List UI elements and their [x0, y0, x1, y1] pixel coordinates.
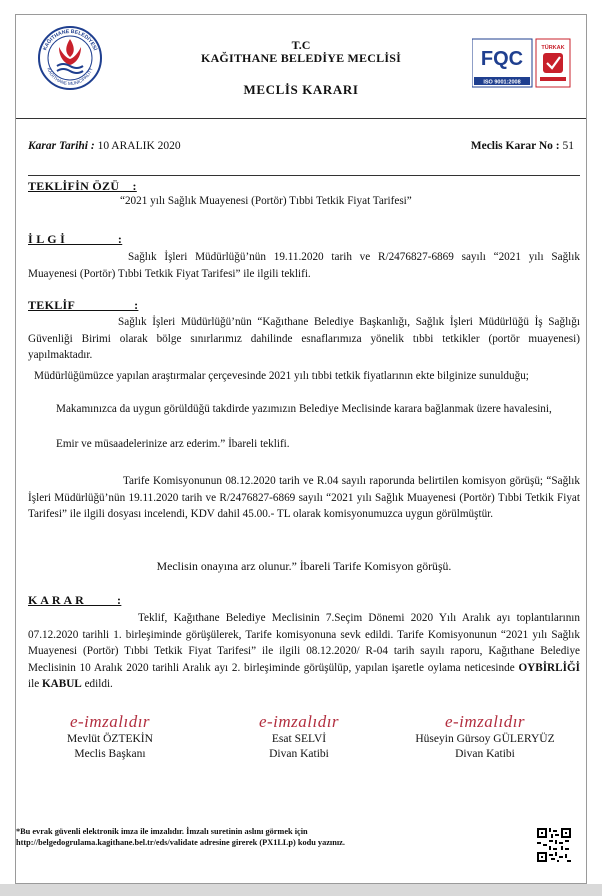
- ilgi-text: Sağlık İşleri Müdürlüğü’nün 19.11.2020 tarih ve R/2476827-6869 sayılı “2021 yılı Sağlık Muayenesi (Portör) Tıbbi Tetkik Fiyat Tarifesi” ile ilgili teklifi.: [28, 251, 580, 280]
- section-heading-ilgi: İ L G İ :: [28, 232, 123, 246]
- signer-name: Esat SELVİ: [271, 733, 327, 745]
- logo-text-top: KAĞITHANE BELEDİYESİ: [42, 28, 98, 52]
- teklif-paragraph-3: Makamınızca da uygun görüldüğü takdirde yazımızın Belediye Meclisinde karara bağlanmak üzere havalesini,: [56, 403, 552, 415]
- decision-date: Karar Tarihi : 10 ARALIK 2020: [28, 140, 181, 152]
- accepted-label: KABUL: [41, 678, 82, 690]
- logo-text-bottom: KAGITHANE MUNICIPALITY: [46, 66, 94, 87]
- unanimous-label: OYBİRLİĞİ: [518, 661, 581, 674]
- footer-line-1: *Bu evrak güvenli elektronik imza ile imzalıdır. İmzalı suretinin aslını görmek için: [16, 827, 308, 836]
- signer-name: Mevlüt ÖZTEKİN: [67, 733, 153, 745]
- qr-code-icon: [537, 828, 571, 862]
- header-tc: T.C: [291, 38, 311, 52]
- footer-note: [16, 826, 345, 848]
- teklif-paragraph-2: Müdürlüğümüzce yapılan araştırmalar çerçevesinde 2021 yılı tıbbi tetkik fiyatlarının ekte bilginize sunulduğu;: [34, 370, 529, 382]
- section-heading-teklif: TEKLİF :: [28, 298, 139, 312]
- header-council: KAĞITHANE BELEDİYE MECLİSİ: [201, 51, 401, 65]
- bottom-band: [0, 884, 602, 896]
- commission-paragraph-1: Tarife Komisyonunun 08.12.2020 tarih ve R.04 sayılı raporunda belirtilen komisyon görüşü; “Sağlık İşleri Müdürlüğü’nün 19.11.2020 tarih ve R/2476827-6869 sayılı “2021 yılı Sağlık Muayenesi (Portör) Tıbbi Tetkik Fiyat Tarifesi” ile ilgili dosyası incelendi, KDV dahil 45.00.- TL olarak komisyonumuzca uygun görülmüştür.: [28, 475, 580, 520]
- decision-text: Teklif, Kağıthane Belediye Meclisinin 7.Seçim Dönemi 2020 Yılı Aralık ayı toplantılarının 07.12.2020 tarihli 1. birleşiminde görüşülerek, Tarife komisyonuna sevk edildi. Tarife Komisyonunun “2021 yılı Sağlık Muayenesi (Portör) Tıbbi Tetkik Fiyat Tarifesi” ile ilgili 08.12.2020/ R-04 tarih sayılı raporu, Kağıthane Belediye Meclisinin 10 Aralık 2020 tarihli Aralık ayı 2. birleşiminde görüşülüp, yapılan işaretle oylama neticesinde OYBİRLİĞİ ile KABUL edildi.: [28, 612, 581, 690]
- fqc-label: FQC: [480, 48, 524, 70]
- e-signature-stamp: e-imzalıdır: [69, 712, 151, 731]
- turkak-label: TÜRKAK: [541, 45, 565, 51]
- municipality-logo: [37, 25, 103, 91]
- teklif-paragraph-4: Emir ve müsaadelerinize arz ederim.” İbareli teklifi.: [56, 438, 290, 450]
- e-signature-stamp: e-imzalıdır: [444, 712, 526, 731]
- commission-paragraph-2: Meclisin onayına arz olunur.” İbareli Tarife Komisyon görüşü.: [156, 559, 452, 573]
- signer-title: Divan Katibi: [269, 748, 329, 760]
- signer-title: Meclis Başkanı: [74, 748, 146, 760]
- ozu-text: “2021 yılı Sağlık Muayenesi (Portör) Tıbbi Tetkik Fiyat Tarifesi”: [120, 195, 412, 207]
- signer-title: Divan Katibi: [455, 748, 515, 760]
- teklif-paragraph-1: Sağlık İşleri Müdürlüğü’nün “Kağıthane Belediye Başkanlığı, Sağlık İşleri Müdürlüğü İş Sağlığı Güvenliği Birimi olarak bölge sınırlarımız dahilinde esnaflarımıza yönelik tıbbi tetkikler (portör muayenesi) yapılmaktadır.: [28, 316, 580, 361]
- signature-block: [15, 712, 205, 762]
- page-title: MECLİS KARARI: [243, 82, 359, 97]
- iso-label: ISO 9001:2008: [483, 79, 521, 86]
- decision-number: Meclis Karar No : 51: [470, 140, 574, 152]
- signature-block: [390, 712, 580, 762]
- divider: [28, 175, 580, 176]
- e-signature-stamp: e-imzalıdır: [258, 712, 340, 731]
- divider: [16, 118, 586, 119]
- signature-block: [204, 712, 394, 762]
- footer-verification-link: http://belgedogrulama.kagithane.bel.tr/eds/validate adresine girerek (PX1LLp) kodu yazınız.: [16, 838, 345, 847]
- section-heading-ozu: TEKLİFİN ÖZÜ :: [28, 179, 137, 193]
- section-heading-karar: K A R A R :: [28, 593, 122, 607]
- signer-name: Hüseyin Gürsoy GÜLERYÜZ: [415, 733, 555, 745]
